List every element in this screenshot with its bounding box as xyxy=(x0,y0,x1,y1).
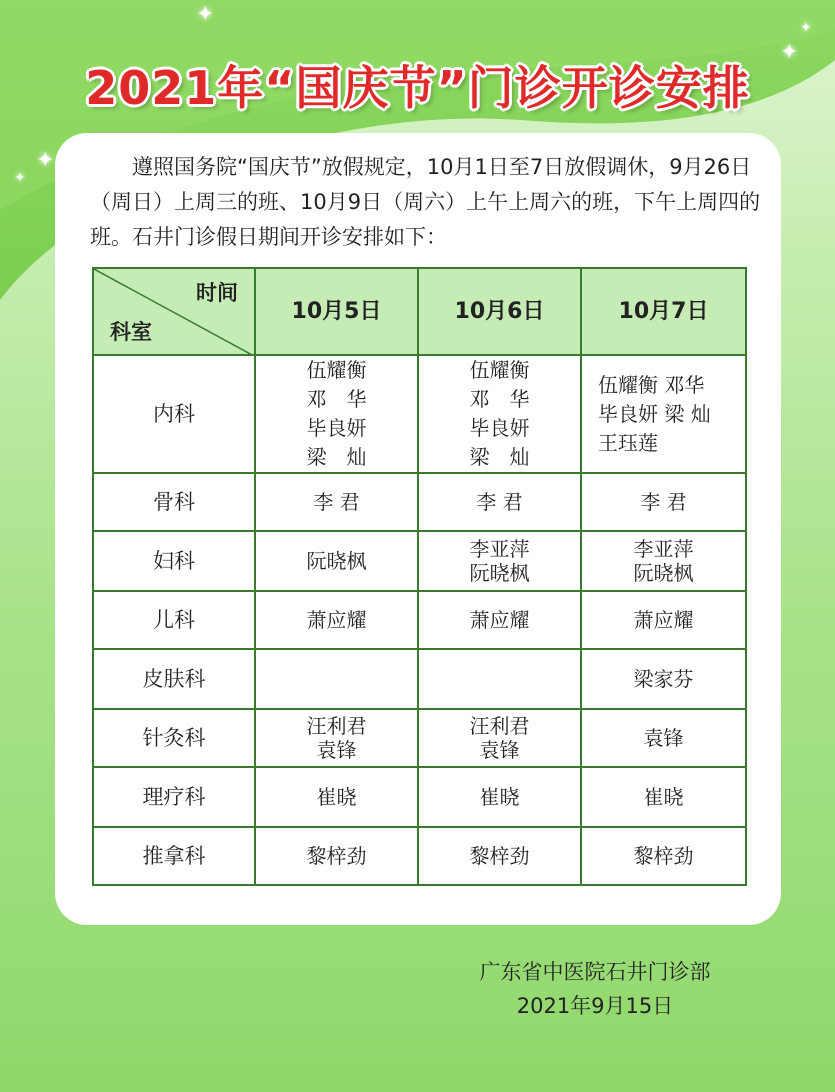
doctor-name: 袁锋 xyxy=(316,738,357,762)
doctor-cell xyxy=(581,827,746,885)
doctor-cell xyxy=(581,531,746,591)
doctor-cell xyxy=(255,649,418,709)
table-row xyxy=(93,531,746,591)
doctor-name: 伍耀衡 xyxy=(469,358,530,382)
dept-name: 皮肤科 xyxy=(93,649,255,709)
doctor-cell xyxy=(581,767,746,827)
doctor-cell xyxy=(418,649,581,709)
doctor-cell xyxy=(255,531,418,591)
doctor-cell xyxy=(581,709,746,767)
dept-name: 妇科 xyxy=(93,531,255,591)
doctor-name: 汪利君 xyxy=(469,714,530,738)
table-row xyxy=(93,649,746,709)
doctor-name: 毕良妍 xyxy=(469,416,530,440)
dept-name: 儿科 xyxy=(93,591,255,649)
doctor-name: 李 君 xyxy=(640,490,687,514)
footer xyxy=(420,955,770,1023)
sparkle-icon: ✦ xyxy=(800,20,812,36)
doctor-cell xyxy=(581,591,746,649)
doctor-name: 毕良妍 xyxy=(306,416,367,440)
doctor-cell xyxy=(255,473,418,531)
doctor-name: 黎梓劲 xyxy=(306,844,367,868)
doctor-name: 邓 华 xyxy=(469,387,530,411)
corner-cell xyxy=(93,268,255,355)
doctor-cell xyxy=(418,473,581,531)
doctor-name: 阮晓枫 xyxy=(469,561,530,585)
intro-paragraph: 遵照国务院“国庆节”放假规定，10月1日至7日放假调休，9月26日（周日）上周三的班、10月9日（周六）上午上周六的班，下午上周四的班。石井门诊假日期间开诊安排如下： xyxy=(90,155,761,249)
doctor-name: 阮晓枫 xyxy=(306,549,367,573)
doctor-cell xyxy=(255,767,418,827)
doctor-name: 阮晓枫 xyxy=(633,561,694,585)
doctor-name: 邓 华 xyxy=(306,387,367,411)
doctor-name: 黎梓劲 xyxy=(633,844,694,868)
doctor-cell xyxy=(581,355,746,473)
doctor-cell xyxy=(418,355,581,473)
doctor-name: 崔晓 xyxy=(643,785,684,809)
doctor-name: 伍耀衡 邓华 xyxy=(598,372,705,397)
doctor-name: 李亚萍 xyxy=(633,537,694,561)
sparkle-icon: ✦ xyxy=(780,40,799,65)
doctor-cell xyxy=(581,649,746,709)
schedule-table xyxy=(92,267,747,886)
table-row xyxy=(93,709,746,767)
footer-date: 2021年9月15日 xyxy=(516,994,674,1018)
doctor-name: 梁 灿 xyxy=(469,445,530,469)
sparkle-icon: ✦ xyxy=(14,170,26,186)
doctor-name: 李 君 xyxy=(313,490,360,514)
doctor-cell xyxy=(255,591,418,649)
doctor-name: 李亚萍 xyxy=(469,537,530,561)
table-row xyxy=(93,767,746,827)
dept-name: 理疗科 xyxy=(93,767,255,827)
sparkle-icon: ✦ xyxy=(196,2,215,27)
doctor-name: 萧应耀 xyxy=(306,608,367,632)
doctor-name: 袁锋 xyxy=(643,726,684,750)
table-row xyxy=(93,355,746,473)
dept-name: 针灸科 xyxy=(93,709,255,767)
doctor-cell xyxy=(255,355,418,473)
table-header-row xyxy=(93,268,746,355)
date-header: 10月6日 xyxy=(418,268,581,355)
doctor-name: 李 君 xyxy=(476,490,523,514)
doctor-name: 梁 灿 xyxy=(306,445,367,469)
corner-dept-label: 科室 xyxy=(110,320,152,344)
dept-name: 推拿科 xyxy=(93,827,255,885)
doctor-name: 萧应耀 xyxy=(469,608,530,632)
doctor-name: 崔晓 xyxy=(316,785,357,809)
doctor-name: 梁家芬 xyxy=(633,667,694,691)
corner-time-label: 时间 xyxy=(196,281,238,305)
table-row xyxy=(93,827,746,885)
doctor-name: 黎梓劲 xyxy=(469,844,530,868)
date-header: 10月5日 xyxy=(255,268,418,355)
doctor-cell xyxy=(581,473,746,531)
doctor-name: 萧应耀 xyxy=(633,608,694,632)
footer-org: 广东省中医院石井门诊部 xyxy=(479,960,711,984)
dept-name: 骨科 xyxy=(93,473,255,531)
table-row xyxy=(93,473,746,531)
doctor-cell xyxy=(255,827,418,885)
doctor-name: 王珏莲 xyxy=(598,430,658,455)
table-row xyxy=(93,591,746,649)
date-header: 10月7日 xyxy=(581,268,746,355)
doctor-name: 袁锋 xyxy=(479,738,520,762)
doctor-cell xyxy=(418,827,581,885)
doctor-cell xyxy=(418,591,581,649)
doctor-name: 伍耀衡 xyxy=(306,358,367,382)
doctor-cell xyxy=(418,767,581,827)
doctor-cell xyxy=(418,709,581,767)
doctor-name: 崔晓 xyxy=(479,785,520,809)
doctor-cell xyxy=(255,709,418,767)
doctor-cell xyxy=(418,531,581,591)
page-title: 2021年“国庆节”门诊开诊安排 xyxy=(85,61,750,115)
dept-name: 内科 xyxy=(93,355,255,473)
doctor-name: 毕良妍 梁 灿 xyxy=(598,401,711,426)
sparkle-icon: ✦ xyxy=(36,148,55,173)
doctor-name: 汪利君 xyxy=(306,714,367,738)
